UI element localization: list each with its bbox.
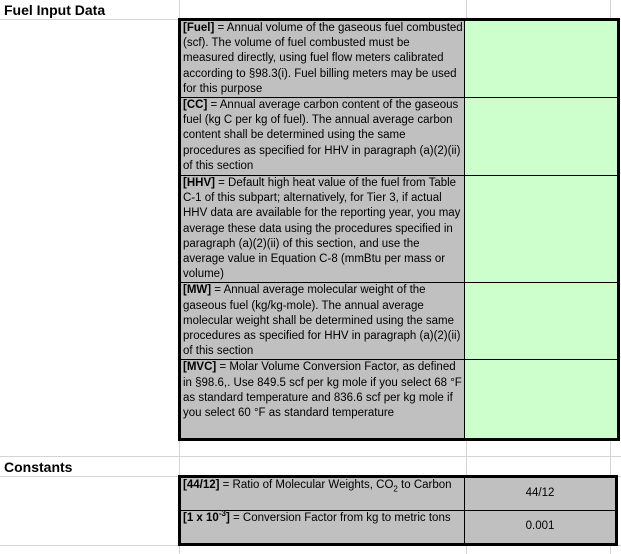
fuel-input-section-title: Fuel Input Data	[4, 2, 106, 18]
term-label: [HHV]	[183, 177, 215, 190]
term-label: [CC]	[183, 99, 208, 112]
term-label: [MW]	[183, 284, 212, 297]
cc-input-cell[interactable]	[465, 98, 618, 176]
superscript: -3	[218, 509, 226, 519]
hhv-input-cell[interactable]	[465, 176, 618, 283]
term-part: [1 x 10	[183, 512, 219, 524]
term-label: [MVC]	[183, 361, 217, 374]
table-row	[181, 98, 618, 176]
ratio-value-cell[interactable]: 44/12	[465, 478, 616, 511]
description-text: = Annual average carbon content of the gaseous fuel (kg C per kg of fuel). The annual average carbon content shall be determined using the same procedures as specified for HHV in paragraph (a)(2)(ii) of this section	[183, 99, 461, 172]
description-text: to Carbon	[397, 479, 452, 491]
mvc-input-cell[interactable]	[465, 360, 618, 439]
mw-input-cell[interactable]	[465, 283, 618, 360]
fuel-input-cell[interactable]	[465, 21, 618, 98]
term-label	[183, 509, 230, 524]
term-label: [Fuel]	[183, 22, 215, 34]
mvc-description-cell[interactable]	[181, 360, 465, 439]
fuel-description-cell[interactable]	[181, 21, 465, 98]
description-text: = Annual average molecular weight of the gaseous fuel (kg/kg-mole). The annual average molecular weight shall be determined using the same procedures as specified for HHV in paragraph (a)(2)(ii) of this section	[183, 284, 461, 358]
table-row	[181, 283, 618, 360]
conversion-value-cell[interactable]: 0.001	[465, 511, 616, 544]
term-part: ]	[225, 512, 230, 524]
description-text: = Default high heat value of the fuel from Table C-1 of this subpart; alternatively, for Tier 3, if actual HHV data are available for the reporting year, you may average these data using the procedures specified in paragraph (a)(2)(ii) of this section, and use the average value in Equation C-8 (mmBtu per mass or volume)	[183, 177, 461, 281]
constants-section-title: Constants	[4, 459, 73, 475]
gridline	[0, 19, 180, 20]
table-row	[181, 511, 616, 544]
gridline	[0, 456, 621, 457]
fuel-input-table	[180, 20, 618, 439]
mw-description-cell[interactable]	[181, 283, 465, 360]
gridline	[0, 545, 621, 546]
hhv-description-cell[interactable]	[181, 176, 465, 283]
description-text: = Conversion Factor from kg to metric tons	[229, 512, 451, 524]
table-row	[181, 21, 618, 98]
ratio-description-cell[interactable]	[181, 478, 465, 511]
conversion-description-cell[interactable]	[181, 511, 465, 544]
description-text: = Annual volume of the gaseous fuel combusted (scf). The volume of fuel combusted must be measured directly, using fuel flow meters calibrated according to §98.3(i). Fuel billing meters may be used for this purpose	[183, 22, 463, 95]
term-label: [44/12]	[183, 479, 220, 491]
subscript: 2	[393, 484, 398, 494]
table-row	[181, 360, 618, 439]
constants-table	[180, 477, 616, 544]
table-row	[181, 176, 618, 283]
cc-description-cell[interactable]	[181, 98, 465, 176]
table-row	[181, 478, 616, 511]
description-text: = Ratio of Molecular Weights, CO	[219, 479, 394, 491]
description-text: = Molar Volume Conversion Factor, as defined in §98.6,. Use 849.5 scf per kg mole if you select 68 °F as standard temperature and 836.6 scf per kg mole if you select 60 °F as standard temperature	[183, 361, 462, 420]
